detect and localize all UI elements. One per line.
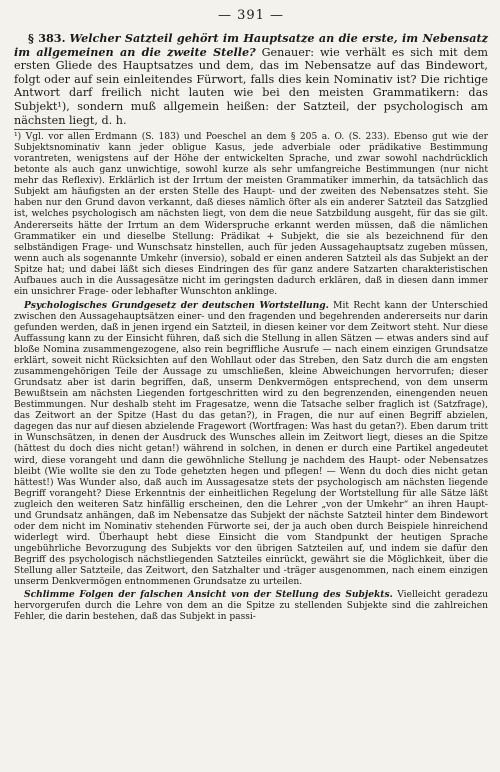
section-psych-heading: Psychologisches Grundgesetz der deutschen Wortstellung. [24,299,329,311]
section-folgen-paragraph [14,589,488,623]
page-number: — 391 — [217,8,285,23]
book-page [14,8,488,623]
section-folgen-text: Vielleicht geradezu hervorgerufen durch die Lehre von dem an die Spitze zu stellenden Subjekte sind die zahlreichen Fehler, die darin bestehen, daß das Subjekt in passi- [14,590,488,623]
footnote-text: ¹) Vgl. vor allen Erdmann (S. 183) und Poeschel an dem § 205 a. O. (S. 233). Ebenso gut wie der Subjektsnominativ kann jeder obligue Kasus, jede adverbiale oder prädikative Bestimmung vorantreten, wenigstens auf der Höhe der entwickelten Sprache, und zwar sowohl nachdrücklich betonte als auch ganz unwichtige, sowohl kurze als sehr umfangreiche Bestimmungen (nur nicht mehr das Reflexiv). Erklärlich ist der Irrtum der meisten Grammatiker immerhin, da tatsächlich das Subjekt am häufigsten an der ersten Stelle des Haupt- und der zweiten des Nebensatzes steht. Sie haben nur den Grund davon verkannt, daß dieses nämlich öfter als ein anderer Satzteil das Satzglied ist, welches psychologisch am nächsten liegt, von dem die neue Satzbildung ausgeht, für das sie gilt. Andererseits hätte der Irrtum an dem Widerspruche erkannt werden müssen, daß die nämlichen Grammatiker ein und dieselbe Stellung: Prädikat + Subjekt, die sie als bezeichnend für den selbständigen Frage- und Wunschsatz hinstellen, auch für jeden Aussagehauptsatz zugeben müssen, wenn auch als sogenannte Umkehr (inversio), sobald er einen anderen Satzteil als das Subjekt an der Spitze hat; und dabei läßt sich dieses Eindringen des für ganz andere Satzarten charakteristischen Aufbaues auch in die Aussagesätze nicht im geringsten dadurch erklären, daß in diesen dann immer ein unsichrer Frage- oder lebhafter Wunschton anklinge. [14,132,488,297]
section-383-paragraph [14,32,488,127]
section-folgen-heading: Schlimme Folgen der falschen Ansicht von der Stellung des Subjekts. [24,589,393,601]
body-sections [14,300,488,623]
section-psych-text: Mit Recht kann der Unterschied zwischen den Aussagehauptsätzen einer- und den fragenden und begehrenden andererseits nur darin gefunden werden, daß in jenen irgend ein Satzteil, in diesen keiner vor dem Zeitwort steht. Nur diese Auffassung kann zu der Einsicht führen, daß sich die Stellung in allen Sätzen — etwas anders sind auf bloße Nomina zusammengezogene, also rein begriffliche Ausrufe — nach einem einzigen Grundsatze erklärt, soweit nicht Rücksichten auf den Wohllaut oder das Streben, den Satz durch die am engsten zusammengehörigen Teile der Aussage zu umschließen, kleine Abweichungen hervorrufen; dieser Grundsatz aber ist darin begriffen, daß, unserm Denkvermögen entsprechend, von dem unserm Bewußtsein am nächsten Liegenden fortgeschritten wird zu den begrenzenden, einengenden neuen Bestimmungen. Nur deshalb steht im Fragesatze, wenn die Tatsache selber fraglich ist (Satzfrage), das Zeitwort an der Spitze (Hast du das getan?), in Fragen, die nur auf einen Begriff abzielen, dagegen das nur auf diesen abzielende Fragewort (Wortfragen: Was hast du getan?). Eben darum tritt in Wunschsätzen, in denen der Ausdruck des Wunsches allein im Zeitwort liegt, dieses an die Spitze (hättest du doch dies nicht getan!) während in solchen, in denen er durch eine Partikel angedeutet wird, diese vorangeht und dann die gewöhnliche Stellung je nachdem des Haupt- oder Nebensatzes bleibt (Wie wollte sie den zu Tode gehetzten hegen und pflegen! — Wenn du doch dies nicht getan hättest!) Was Wunder also, daß auch im Aussagesatze stets der psychologisch am nächsten liegende Begriff vorangeht? Diese Erkenntnis der einheitlichen Regelung der Wortstellung für alle Sätze läßt zugleich den weiteren Satz hinfällig erscheinen, den die Lehrer „von der Umkehr“ an ihren Haupt- und Grundsatz anhängen, daß im Nebensatze das Subjekt der nächste Satzteil hinter dem Bindewort oder dem nicht im Nominativ stehenden Fürworte sei, der ja auch oben durch Beispiele hinreichend widerlegt wird. Überhaupt hebt diese Einsicht die vom Standpunkt der heutigen Sprache ungebührliche Bevorzugung des Subjekts vor den übrigen Satzteilen auf, und indem sie dafür den Begriff des psychologisch nächstliegenden Satzteiles einrückt, gewährt sie die Möglichkeit, über die Stellung aller Satzteile, das Zeitwort, den Satzhalter und -träger ausgenommen, nach einem einzigen unserm Denkvermögen entnommenen Grundsatze zu urteilen. [14,300,488,588]
footnote-divider [14,129,94,130]
section-number: § 383. [28,31,66,45]
footnote [14,132,488,298]
section-question: Welcher Satzteil gehört im Hauptsatze an die erste, im Nebensatz im allgemeinen an die zweite Stelle? [14,31,488,59]
section-383-text: Genauer: wie verhält es sich mit dem ersten Gliede des Hauptsatzes und dem, das im Nebensatze auf das Bindewort, folgt oder auf sein einleitendes Fürwort, falls dies kein Nominativ ist? Die richtige Antwort darf freilich nicht lauten wie bei den meisten Grammatikern: das Subjekt¹), sondern muß allgemein heißen: der Satzteil, der psychologisch am nächsten liegt, d. h. [14,45,489,127]
section-psych-paragraph [14,300,488,588]
section-383 [14,32,488,127]
